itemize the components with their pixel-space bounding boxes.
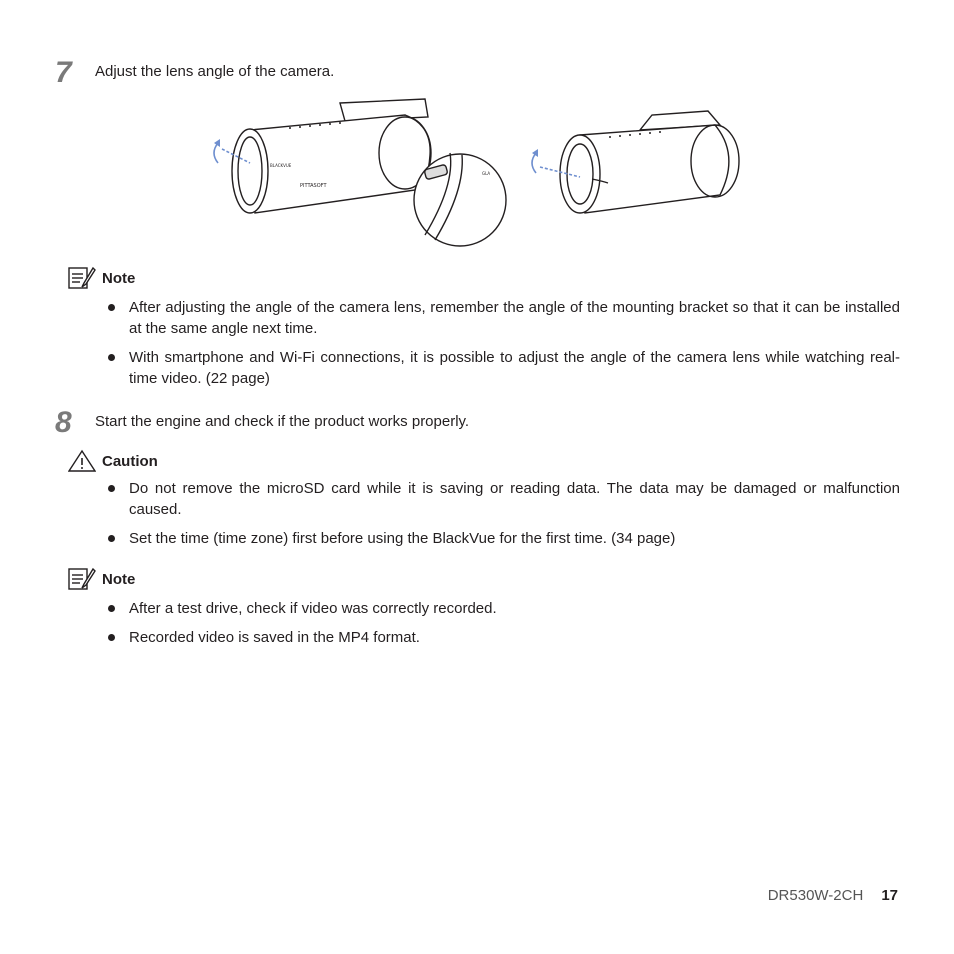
caution-list <box>108 478 900 557</box>
list-item: Set the time (time zone) first before using the BlackVue for the first time. (34 page) <box>108 528 900 549</box>
step-7-number: 7 <box>55 56 72 89</box>
bullet-dot <box>108 605 115 612</box>
list-item: Recorded video is saved in the MP4 format. <box>108 627 900 648</box>
bullet-dot <box>108 304 115 311</box>
note-1-list <box>108 297 900 397</box>
step-8-text: Start the engine and check if the product works properly. <box>95 413 470 430</box>
list-item: After adjusting the angle of the camera lens, remember the angle of the mounting bracket so that it can be installed at the same angle next time. <box>108 297 900 339</box>
bullet-dot <box>108 535 115 542</box>
note-pencil-icon <box>68 266 96 290</box>
page-footer <box>768 887 898 904</box>
lens-adjust-figure <box>200 95 760 255</box>
page-number: 17 <box>881 887 898 904</box>
note-pencil-icon <box>68 567 96 591</box>
step-7-text: Adjust the lens angle of the camera. <box>95 63 335 80</box>
note-2-list <box>108 598 900 656</box>
camera-side-label: BLACKVUE <box>270 163 292 168</box>
zoom-label: GLA <box>482 171 491 176</box>
camera-brand-label: PITTASOFT <box>300 183 327 189</box>
list-item: Do not remove the microSD card while it is saving or reading data. The data may be damaged or malfunction caused. <box>108 478 900 520</box>
zoom-detail-circle <box>414 154 506 246</box>
bullet-dot <box>108 485 115 492</box>
bullet-dot <box>108 354 115 361</box>
note-1-header <box>68 266 135 290</box>
note-2-header <box>68 567 135 591</box>
step-8-number: 8 <box>55 406 72 439</box>
note-1-title: Note <box>102 269 136 287</box>
caution-header <box>68 449 158 473</box>
warning-triangle-icon <box>68 449 96 473</box>
list-item: With smartphone and Wi-Fi connections, it is possible to adjust the angle of the camera lens while watching real-time video. (22 page) <box>108 347 900 389</box>
right-camera-body <box>580 125 729 213</box>
bullet-dot <box>108 634 115 641</box>
note-2-title: Note <box>102 570 136 588</box>
caution-title: Caution <box>102 452 158 470</box>
model-name: DR530W-2CH <box>767 887 864 904</box>
list-item: After a test drive, check if video was correctly recorded. <box>108 598 900 619</box>
